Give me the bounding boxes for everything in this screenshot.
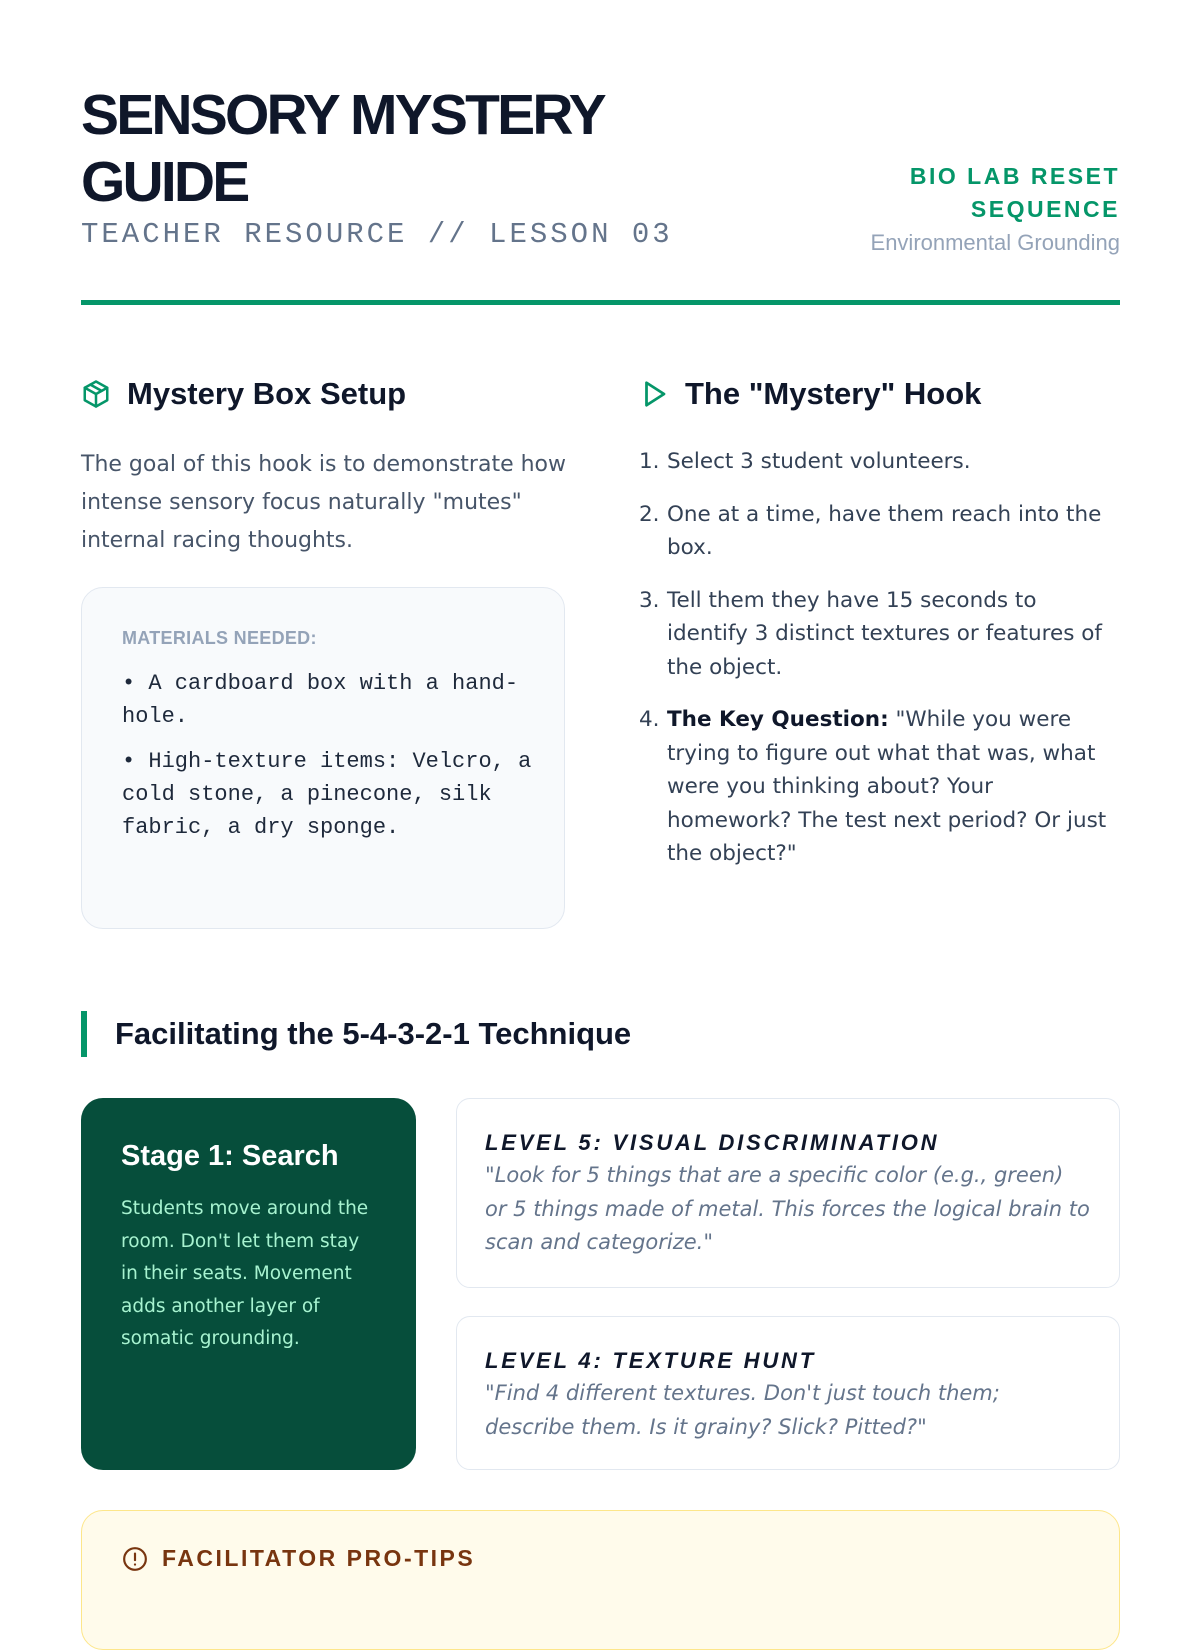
step-text: The Key Question: "While you were trying to figure out what that was, what were you thinking about? Your homework? The test next period? Or just the object?" [667, 707, 1107, 866]
list-item [639, 584, 1121, 685]
page-title: SENSORY MYSTERY GUIDE [81, 83, 603, 214]
step-text: Select 3 student volunteers. [667, 449, 971, 474]
step-text: One at a time, have them reach into the box. [667, 501, 1102, 560]
level-title: LEVEL 4: TEXTURE HUNT [485, 1348, 816, 1373]
step-number: 4. [639, 707, 660, 732]
cube-icon [81, 379, 111, 409]
stage-card [81, 1098, 416, 1470]
technique-heading: Facilitating the 5-4-3-2-1 Technique [81, 1011, 631, 1057]
tips-heading [122, 1545, 1079, 1572]
page-subtitle: TEACHER RESOURCE // LESSON 03 [81, 218, 673, 251]
setup-heading-label: Mystery Box Setup [127, 376, 407, 411]
play-icon [639, 379, 669, 409]
level-text: "Look for 5 things that are a specific color (e.g., green) or 5 things made of metal. This forces the logical brain to scan and categorize." [485, 1163, 1090, 1254]
materials-label: MATERIALS NEEDED: [122, 628, 317, 648]
step-text: Tell them they have 15 seconds to identify 3 distinct textures or features of the object. [667, 587, 1102, 680]
level-text: "Find 4 different textures. Don't just touch them; describe them. Is it grainy? Slick? Pitted?" [485, 1381, 1000, 1439]
page [81, 0, 1120, 1600]
header-badge [860, 160, 1120, 260]
stage-text: Students move around the room. Don't let them stay in their seats. Movement adds another layer of somatic grounding. [121, 1198, 369, 1349]
header-divider [81, 300, 1120, 305]
list-item [639, 445, 1121, 479]
materials-item: • A cardboard box with a hand-hole. [122, 671, 519, 729]
list-item [639, 498, 1121, 565]
list-item [639, 703, 1121, 871]
step-number: 2. [639, 501, 660, 527]
hook-steps [639, 445, 1121, 890]
hook-heading [639, 376, 981, 412]
level-title: LEVEL 5: VISUAL DISCRIMINATION [485, 1130, 940, 1155]
hook-heading-label: The "Mystery" Hook [685, 376, 982, 411]
materials-item: • High-texture items: Velcro, a cold stone, a pinecone, silk fabric, a dry sponge. [122, 749, 532, 840]
level-card [456, 1316, 1120, 1470]
badge-title: BIO LAB RESET SEQUENCE [909, 163, 1120, 222]
step-number: 3. [639, 587, 660, 613]
badge-subtitle: Environmental Grounding [870, 230, 1120, 255]
level-card [456, 1098, 1120, 1288]
tips-card [81, 1510, 1120, 1650]
setup-heading [81, 376, 406, 412]
materials-card [81, 587, 565, 929]
tips-heading-label: FACILITATOR PRO-TIPS [162, 1545, 476, 1571]
step-bold-label: The Key Question: [667, 707, 889, 732]
alert-circle-icon [122, 1546, 148, 1572]
setup-intro: The goal of this hook is to demonstrate how intense sensory focus naturally "mutes" internal racing thoughts. [81, 452, 566, 553]
step-number: 1. [639, 449, 660, 474]
stage-title: Stage 1: Search [121, 1140, 339, 1172]
